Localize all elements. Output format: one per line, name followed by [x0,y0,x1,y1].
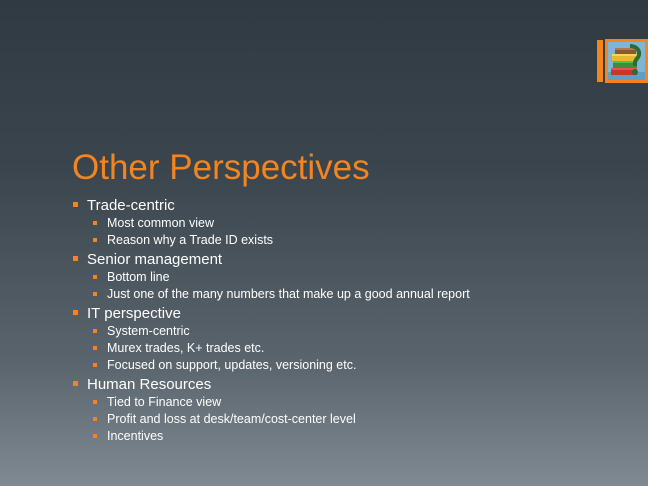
bullet-text: Trade-centric [87,197,175,214]
sub-bullet-text: Reason why a Trade ID exists [107,233,274,247]
bullet-list [72,196,632,445]
sub-bullet-text: Profit and loss at desk/team/cost-center level [107,412,356,426]
sub-bullet-item [72,286,632,303]
bullet-text: IT perspective [87,305,181,322]
sub-bullet-text: Incentives [107,429,164,443]
bullet-text: Senior management [87,251,223,268]
sub-bullet-item [72,357,632,374]
bullet-item-trade-centric [72,196,632,215]
logo-frame [605,39,648,83]
sub-bullet-item [72,232,632,249]
sub-bullet-item [72,340,632,357]
bullet-item-senior-management [72,250,632,269]
bullet-item-it-perspective [72,304,632,323]
sub-bullet-marker [93,238,97,242]
bullet-item-human-resources [72,375,632,394]
sub-bullet-text: Most common view [107,216,214,230]
bullet-marker [73,310,78,315]
bullet-marker [73,202,78,207]
sub-bullet-text: Bottom line [107,270,170,284]
sub-bullet-text: Just one of the many numbers that make up a good annual report [107,287,470,301]
sub-bullet-text: Tied to Finance view [107,395,222,409]
sub-bullet-text: System-centric [107,324,190,338]
sub-bullet-marker [93,329,97,333]
sub-bullet-item [72,394,632,411]
sub-bullet-marker [93,417,97,421]
sub-bullet-text: Murex trades, K+ trades etc. [107,341,265,355]
logo [597,39,648,83]
bullet-marker [73,256,78,261]
sub-bullet-marker [93,434,97,438]
slide-title: Other Perspectives [72,148,370,187]
sub-bullet-item [72,269,632,286]
sub-bullet-marker [93,363,97,367]
sub-bullet-marker [93,275,97,279]
bullet-text: Human Resources [87,376,212,393]
sub-bullet-item [72,428,632,445]
sub-bullet-marker [93,221,97,225]
sub-bullet-marker [93,400,97,404]
sub-bullet-item [72,215,632,232]
sub-bullet-text: Focused on support, updates, versioning etc. [107,358,357,372]
books-logo-icon [608,42,645,80]
sub-bullet-marker [93,292,97,296]
logo-accent-bar [597,40,603,82]
bullet-marker [73,381,78,386]
sub-bullet-item [72,411,632,428]
sub-bullet-item [72,323,632,340]
sub-bullet-marker [93,346,97,350]
